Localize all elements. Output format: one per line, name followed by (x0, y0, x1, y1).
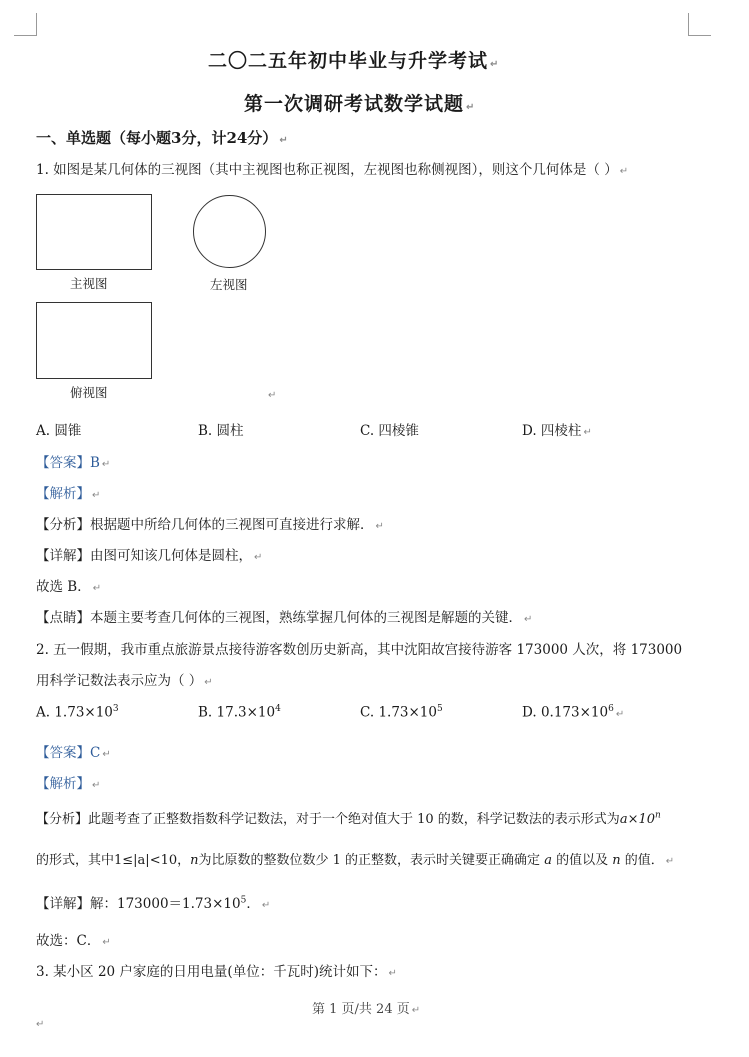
q1-fenxi: 【分析】根据题中所给几何体的三视图可直接进行求解． ↵ (36, 517, 384, 533)
q1-xiangjie: 【详解】由图可知该几何体是圆柱， ↵ (36, 548, 263, 564)
top-view-label: 俯视图 (70, 385, 108, 400)
q2-answer: 【答案】C ↵ (36, 745, 111, 761)
title-line-1: 二〇二五年初中毕业与升学考试 ↵ (208, 50, 500, 72)
crop-mark-top-left (14, 13, 37, 36)
q2-fenxi-line-2: 的形式，其中1≤|a|<10，n为比原数的整数位数少 1 的正整数，表示时关键要正确确定 a 的值以及 n 的值． ↵ (36, 853, 675, 868)
left-view-circle (193, 195, 266, 268)
footer-paragraph-mark: ↵ (36, 1019, 45, 1030)
top-view-rectangle (36, 302, 152, 379)
left-view-label: 左视图 (210, 277, 248, 292)
front-view-label: 主视图 (70, 276, 108, 291)
q1-stem: 1. 如图是某几何体的三视图（其中主视图也称正视图，左视图也称侧视图），则这个几何体是（ ） ↵ (36, 162, 629, 178)
q2-option-b: B. $17.3\times 10^4$ (198, 704, 281, 721)
page-footer: 第 1 页/共 24 页 ↵ (312, 1002, 421, 1017)
q2-xiangjie: 【详解】解：$173000=1.73\times 10^5$． ↵ (36, 895, 271, 912)
q2-guxuan: 故选：C． ↵ (36, 933, 111, 949)
q1-option-d: D. 四棱柱 ↵ (522, 423, 592, 439)
q1-analysis-tag: 【解析】 ↵ (36, 486, 101, 502)
q2-fenxi-line-1: 【分析】此题考查了正整数指数科学记数法，对于一个绝对值大于 10 的数，科学记数法的表示形式为$a\times 10^n$ (36, 810, 661, 827)
front-view-rectangle (36, 194, 152, 270)
q1-option-b: B. 圆柱 (198, 423, 244, 439)
q1-dianjing: 【点睛】本题主要考查几何体的三视图，熟练掌握几何体的三视图是解题的关键． ↵ (36, 610, 533, 626)
title-line-2: 第一次调研考试数学试题 ↵ (244, 93, 476, 115)
q2-analysis-tag: 【解析】 ↵ (36, 776, 101, 792)
q1-option-a: A. 圆锥 (36, 423, 82, 439)
q2-stem-line-2: 用科学记数法表示应为（ ） ↵ (36, 673, 213, 689)
q2-option-a: A. $1.73\times 10^3$ (36, 704, 119, 721)
section-heading: 一、单选题（每小题3分，计24分） ↵ (36, 129, 288, 147)
q1-answer: 【答案】B ↵ (36, 455, 111, 471)
q1-option-c: C. 四棱锥 (360, 423, 419, 439)
q2-option-d: D. $0.173\times 10^6$ ↵ (522, 704, 625, 721)
crop-mark-top-right (688, 13, 711, 36)
q2-option-c: C. $1.73\times 10^5$ (360, 704, 443, 721)
q1-guxuan: 故选 B． ↵ (36, 579, 102, 595)
q3-stem: 3. 某小区 20 户家庭的日用电量(单位：千瓦时)统计如下： ↵ (36, 964, 397, 980)
figure-paragraph-mark: ↵ (268, 390, 277, 401)
q2-stem-line-1: 2. 五一假期，我市重点旅游景点接待游客数创历史新高，其中沈阳故宫接待游客 173000 人次，将 173000 (36, 642, 683, 658)
